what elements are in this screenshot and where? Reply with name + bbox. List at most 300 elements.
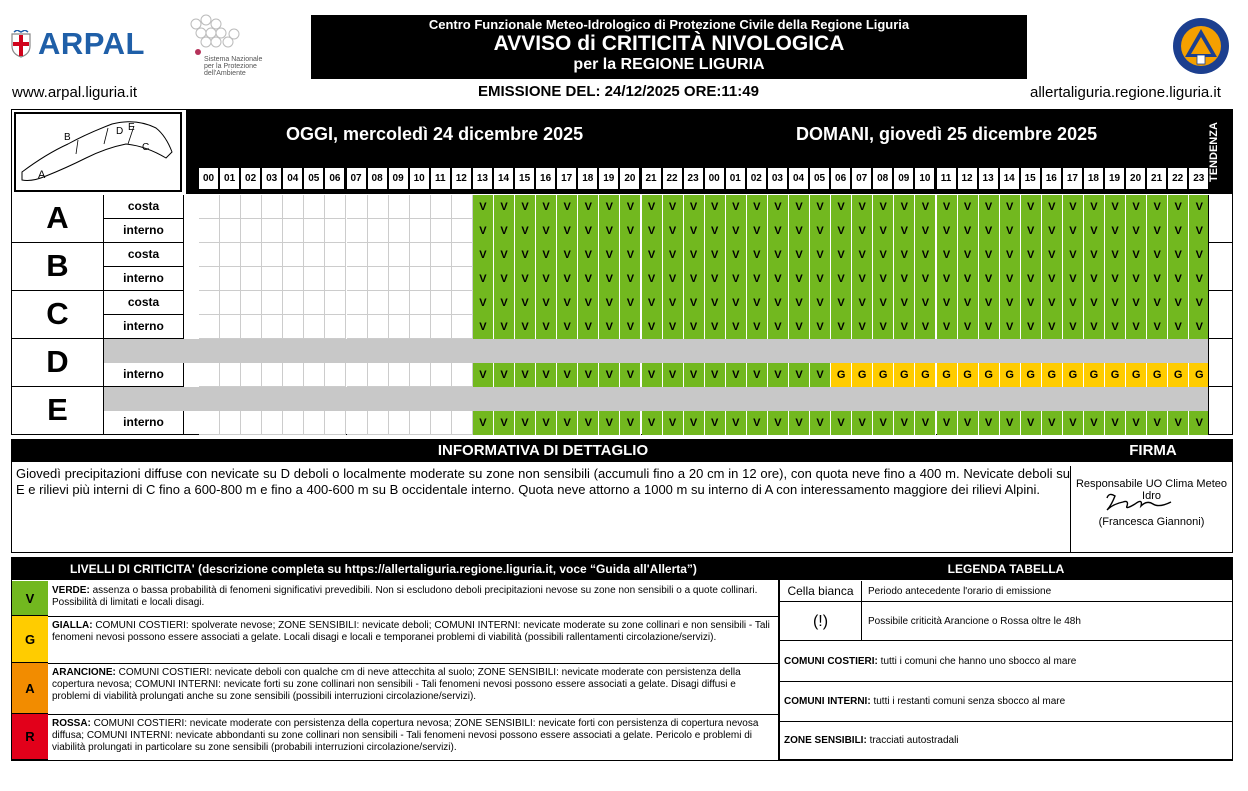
level-cell [304,363,325,387]
level-cell [199,243,220,267]
level-cell [452,315,473,339]
level-cell: V [599,315,620,339]
level-cell: G [873,363,894,387]
level-cell [389,291,410,315]
zone-subrow-label: interno [104,219,184,243]
level-cell: V [726,267,747,291]
level-cell: V [1000,291,1021,315]
level-cell: V [557,291,578,315]
tendenza-cell [1208,243,1232,291]
level-cell: V [915,411,936,435]
hour-cell: 22 [663,168,682,189]
level-cell: V [810,267,831,291]
level-cell [410,195,431,219]
level-cell: V [557,267,578,291]
level-cell [410,411,431,435]
level-cell: V [494,411,515,435]
level-cell: V [747,291,768,315]
level-cell [262,291,283,315]
level-cell: V [1105,243,1126,267]
snpa-caption: Sistema Nazionale per la Protezione dell'Ambiente [204,56,263,77]
level-cell [283,267,304,291]
hour-cell: 14 [494,168,513,189]
level-cell: V [979,315,1000,339]
level-cell: V [515,291,536,315]
level-cell: V [768,219,789,243]
level-cell: V [1189,195,1210,219]
hour-cell: 06 [831,168,850,189]
level-cell: V [620,243,641,267]
level-cell: V [1147,219,1168,243]
level-cell: V [473,411,494,435]
level-text: COMUNI COSTIERI: nevicate moderate con persistenza della copertura nevosa; ZONE SENSIBILI: nevicate forti con persistenza di copertura nevosa diffusa; COMUNI INTERNI: nevicate abbondanti su zone collinari non sensibili - Tali fenomeni nevosi possono essere associati a gelate. Pericolo e problemi di viabilità prolungati in particolare su zone sensibili (probabili interruzioni circolazione/servizi). [52,718,759,753]
zone-subrow-label: interno [104,315,184,339]
level-cell: V [768,315,789,339]
level-cell: V [852,243,873,267]
header-subtitle: per la REGIONE LIGURIA [573,56,765,73]
hour-cell: 08 [873,168,892,189]
level-cell: V [1042,195,1063,219]
level-cell: V [789,363,810,387]
legend-term: COMUNI INTERNI: [784,696,871,707]
level-cell [368,267,389,291]
level-cell [325,315,346,339]
level-cell [283,195,304,219]
level-cell: G [1189,363,1210,387]
level-title: ROSSA: [52,718,91,729]
hour-cell: 07 [852,168,871,189]
level-cell: V [578,291,599,315]
zone-band [104,387,1208,411]
level-cell [368,411,389,435]
level-cell: V [1126,315,1147,339]
level-cell: V [1168,411,1189,435]
level-cell: V [620,363,641,387]
legend-key: (!) [780,602,862,640]
hour-cell: 13 [979,168,998,189]
level-cell [199,411,220,435]
level-cell: V [578,195,599,219]
level-cell: V [1000,315,1021,339]
level-code-g: G [12,616,48,663]
level-description [52,718,774,754]
level-cell [283,363,304,387]
snpa-logo [184,14,280,78]
level-cell [325,363,346,387]
hour-cell: 16 [1042,168,1061,189]
hour-cell: 09 [389,168,408,189]
level-cell: V [958,411,979,435]
level-cell: V [620,411,641,435]
level-cell [452,195,473,219]
level-cell [410,219,431,243]
level-cell: V [873,219,894,243]
level-cell: V [1021,267,1042,291]
level-cell: V [852,411,873,435]
level-code-v: V [12,581,48,616]
level-cell [410,315,431,339]
level-cell [389,363,410,387]
level-cell: V [473,243,494,267]
level-cell: V [557,243,578,267]
level-cell [325,291,346,315]
level-cell: V [578,219,599,243]
level-cell: V [747,363,768,387]
level-cell: G [1063,363,1084,387]
level-cell: V [810,243,831,267]
level-cell [241,363,262,387]
level-cell: V [1147,267,1168,291]
level-cell: V [1084,195,1105,219]
level-cell: V [937,219,958,243]
level-cell [431,291,452,315]
hour-cell: 00 [705,168,724,189]
tendenza-cell [1208,195,1232,243]
level-cell [241,267,262,291]
level-cell: V [1021,411,1042,435]
level-cell: V [852,267,873,291]
level-description [52,667,774,703]
level-divider [12,663,778,664]
level-cell: V [705,315,726,339]
level-cell: V [1063,411,1084,435]
level-cell: V [726,243,747,267]
level-cell [368,219,389,243]
detail-info-text: Giovedì precipitazioni diffuse con nevicate su D deboli o localmente moderate su zone non sensibili (accumuli fino a 20 cm in 12 ore), con quota neve fino a 400 m. Nevicate deboli su E e rilievi più interni di C fino a 600-800 m e fino a 400-600 m su B occidentale interno. Quota neve attorno a 1000 m su interno di A con interessamento maggiore dei rilievi Alpini. [16,466,1070,497]
hour-cell: 05 [304,168,323,189]
hour-cell: 17 [557,168,576,189]
level-cell [431,411,452,435]
level-cell: V [705,219,726,243]
level-cell: V [937,267,958,291]
level-cell: V [1168,219,1189,243]
level-cell [431,315,452,339]
header-title: AVVISO di CRITICITÀ NIVOLOGICA [493,32,845,55]
level-cell: V [831,267,852,291]
level-cell [389,243,410,267]
level-cell: V [1168,267,1189,291]
level-cell: V [536,243,557,267]
level-cell [452,219,473,243]
signature-box [1070,466,1232,552]
level-cell: V [515,219,536,243]
level-cell: V [1168,195,1189,219]
legend-row [780,602,1232,641]
level-cell: V [684,267,705,291]
level-cell [283,315,304,339]
level-cell: V [684,243,705,267]
level-cell: V [473,195,494,219]
level-cell: G [894,363,915,387]
level-cell: V [1042,411,1063,435]
level-cell: V [768,195,789,219]
level-cell [220,411,241,435]
level-cell: V [726,195,747,219]
level-cell: V [642,411,663,435]
legend-row [780,641,1232,682]
level-cell: V [915,315,936,339]
level-cell: V [1126,411,1147,435]
table-legend-section [779,557,1233,761]
legend-key: Cella bianca [780,581,862,601]
legend-row [780,682,1232,722]
level-text: COMUNI COSTIERI: nevicate deboli con qualche cm di neve attecchita al suolo; ZONE SENSIBILI: nevicate moderate con persistenza della copertura nevosa; COMUNI INTERNI: nevicate forti su zone collinari non sensibili - Tali fenomeni nevosi possono essere associati a gelate. Disagi diffusi e problemi di viabilità prolungati anche su zone sensibili (possibili interruzioni circolazione/servizi). [52,667,741,702]
level-cell: V [789,411,810,435]
level-cell: G [1105,363,1126,387]
level-cell: V [599,219,620,243]
level-cell [241,219,262,243]
level-cell [304,291,325,315]
legend-term: COMUNI COSTIERI: [784,656,878,667]
level-cell: V [873,195,894,219]
protezione-civile-icon [1172,17,1230,75]
level-description [52,620,774,644]
zone-label: C [12,291,104,339]
level-cell: G [1126,363,1147,387]
level-cell: V [937,411,958,435]
level-cell: V [1105,195,1126,219]
level-cell: V [663,291,684,315]
level-cell [410,243,431,267]
level-cell: V [705,411,726,435]
level-cell: G [852,363,873,387]
level-cell: V [1063,219,1084,243]
level-cell: V [1084,291,1105,315]
level-cell: V [789,291,810,315]
level-cell: V [663,411,684,435]
level-cell [431,219,452,243]
legend-row [780,581,1232,602]
level-cell [410,363,431,387]
level-cell [368,243,389,267]
level-cell: V [705,291,726,315]
level-cell: V [494,291,515,315]
hour-cell: 11 [431,168,450,189]
level-cell: V [1189,411,1210,435]
level-cell: V [768,291,789,315]
level-cell [199,315,220,339]
level-cell: V [620,195,641,219]
level-cell: V [642,363,663,387]
map-letter-e: E [128,122,135,133]
level-cell: V [979,291,1000,315]
level-cell [304,219,325,243]
level-cell: V [1063,243,1084,267]
criticality-levels-section [11,557,779,761]
level-cell: V [599,243,620,267]
level-cell: V [831,195,852,219]
today-label: OGGI, mercoledì 24 dicembre 2025 [286,124,584,144]
level-cell: V [915,291,936,315]
hour-cell: 20 [1126,168,1145,189]
level-divider [12,714,778,715]
level-cell [199,267,220,291]
level-cell: G [915,363,936,387]
level-cell: V [1147,243,1168,267]
hour-cell: 02 [241,168,260,189]
level-cell [262,219,283,243]
level-cell: V [1021,243,1042,267]
hour-cell: 14 [1000,168,1019,189]
level-cell: V [663,267,684,291]
level-cell: V [958,291,979,315]
level-cell: V [473,291,494,315]
legend-term-text: tracciati autostradali [866,735,959,746]
level-cell [347,219,368,243]
level-cell [283,411,304,435]
level-cell: V [494,243,515,267]
level-cell [325,411,346,435]
level-cell: V [979,219,1000,243]
level-cell: V [810,291,831,315]
allerta-website-link[interactable]: allertaliguria.regione.liguria.it [1030,84,1221,101]
level-cell [220,291,241,315]
level-cell: V [536,315,557,339]
level-cell [431,195,452,219]
level-cell: V [599,195,620,219]
level-cell: V [894,267,915,291]
level-cell: V [915,219,936,243]
level-cell: V [1042,219,1063,243]
emission-datetime: EMISSIONE DEL: 24/12/2025 ORE:11:49 [478,83,759,100]
level-cell: V [979,195,1000,219]
level-cell [241,411,262,435]
level-cell: V [958,195,979,219]
hour-cell: 10 [410,168,429,189]
legend-term-text: tutti i comuni che hanno uno sbocco al mare [877,656,1077,667]
zone-label: B [12,243,104,291]
level-cell: V [1189,267,1210,291]
level-cell: G [937,363,958,387]
legend-definition [784,682,1065,722]
zone-band [104,339,1208,363]
level-cell: V [1000,195,1021,219]
level-cell: V [915,267,936,291]
level-cell: V [1147,291,1168,315]
level-cell: V [515,267,536,291]
legend-term: ZONE SENSIBILI: [784,735,867,746]
level-cell: V [494,315,515,339]
level-cell [389,219,410,243]
level-cell: V [642,291,663,315]
level-cell: V [515,243,536,267]
level-code-a: A [12,663,48,714]
level-cell: V [789,195,810,219]
level-cell [220,219,241,243]
level-cell: V [705,267,726,291]
level-cell [283,219,304,243]
level-divider [12,760,778,761]
level-cell [283,243,304,267]
hour-cell: 19 [1105,168,1124,189]
level-cell [410,267,431,291]
level-cell: G [831,363,852,387]
level-cell [304,315,325,339]
level-cell [241,291,262,315]
level-cell: V [1147,195,1168,219]
arpal-website-link[interactable]: www.arpal.liguria.it [12,84,138,101]
level-cell [325,195,346,219]
criticality-grid [11,109,1233,435]
level-cell [368,363,389,387]
level-cell [431,243,452,267]
level-cell: V [557,219,578,243]
level-cell: V [1042,243,1063,267]
level-cell: V [979,243,1000,267]
tendenza-cell [1208,291,1232,339]
level-cell: V [726,411,747,435]
level-cell: V [578,243,599,267]
level-cell [262,315,283,339]
level-cell [368,315,389,339]
level-cell: G [1168,363,1189,387]
level-cell: V [937,291,958,315]
hour-cell: 03 [262,168,281,189]
level-cell: V [515,195,536,219]
level-cell [304,267,325,291]
hour-cell: 21 [1147,168,1166,189]
level-cell: G [1147,363,1168,387]
level-cell: V [894,291,915,315]
tendenza-label: TENDENZA [1208,110,1232,194]
level-cell: G [1042,363,1063,387]
level-cell: V [494,363,515,387]
level-cell: V [726,363,747,387]
level-text: COMUNI COSTIERI: spolverate nevose; ZONE SENSIBILI: nevicate deboli; COMUNI INTERNI: nevicate moderate su zone collinari e non sensibili - Tali fenomeni nevosi possono essere associati a gelate. Locali disagi e locali e temporanei problemi di viabilità (possibili rallentamenti circolazione/servizi). [52,620,770,643]
level-cell: V [494,267,515,291]
zone-map [14,112,182,192]
map-letter-c: C [142,142,150,153]
level-cell: V [747,219,768,243]
hour-cell: 11 [937,168,956,189]
level-cell: V [726,315,747,339]
level-cell: V [789,219,810,243]
level-cell [347,291,368,315]
level-cell: V [873,291,894,315]
map-letter-b: B [64,132,71,143]
level-cell [325,267,346,291]
level-cell: V [726,219,747,243]
tendenza-cell [1208,339,1232,387]
map-letter-a: A [38,169,46,181]
signature-role: Responsabile UO Clima Meteo Idro [1075,478,1227,502]
level-cell: V [873,267,894,291]
level-cell: V [663,363,684,387]
level-cell: V [937,315,958,339]
level-cell: V [1105,411,1126,435]
level-cell: V [894,411,915,435]
level-cell [304,243,325,267]
level-cell: V [810,363,831,387]
liguria-crest-icon [10,30,32,58]
level-cell: V [1147,411,1168,435]
level-cell: V [515,315,536,339]
level-cell: V [684,411,705,435]
zone-label: E [12,387,104,435]
level-cell: V [663,219,684,243]
level-cell: V [1105,315,1126,339]
legend-value: Possibile criticità Arancione o Rossa oltre le 48h [868,616,1081,627]
tomorrow-label: DOMANI, giovedì 25 dicembre 2025 [796,124,1098,144]
level-cell: V [663,195,684,219]
level-cell: V [1063,195,1084,219]
legend-value: Periodo antecedente l'orario di emissione [868,586,1052,597]
level-cell [347,315,368,339]
level-cell: V [1063,267,1084,291]
level-cell: V [1126,267,1147,291]
level-cell: V [705,243,726,267]
level-cell: V [937,243,958,267]
